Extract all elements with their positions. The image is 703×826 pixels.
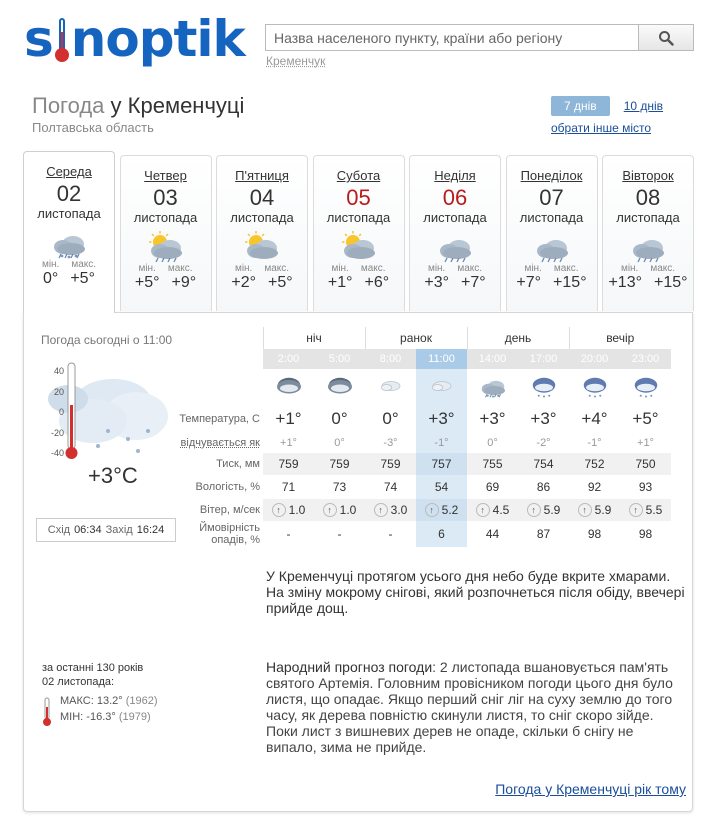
min-max-temps — [603, 274, 693, 292]
wind-cell — [416, 499, 467, 521]
cloud-rain-icon — [628, 231, 668, 263]
min-label: мін. — [524, 263, 542, 274]
feels-like-row — [176, 433, 671, 453]
scale-tick: 20 — [53, 386, 64, 397]
forecast-panel — [23, 312, 693, 812]
day-name: Четвер — [144, 168, 187, 183]
humidity-cell: 93 — [638, 480, 653, 494]
history-heading — [42, 661, 143, 689]
time-label — [176, 349, 263, 369]
min-max-labels — [24, 259, 114, 270]
pressure-cell: 759 — [314, 453, 365, 475]
scale-tick: 40 — [53, 366, 64, 376]
cloud-snow-icon — [518, 369, 569, 405]
sunrise-label: Схід — [47, 524, 71, 536]
scale-tick: -40 — [50, 448, 64, 458]
current-temperature: +3°C — [88, 463, 138, 488]
folk-text: : 2 листопада вшановується пам'ять святого Артемія. Головним провісником погоди цього дня було листя, що опадає. Якщо перший сніг ліг на суху землю до того часу, як дерева повністю скинули листя, то сніг скоро зійде. Поки лист з вишневих дерев не опаде, скільки б снігу не випало, зима не прийде. — [266, 659, 673, 755]
day-month: листопада — [230, 210, 294, 225]
folk-forecast — [266, 659, 686, 755]
toggle-10-days[interactable]: 10 днів — [623, 99, 664, 113]
time-row — [176, 349, 671, 369]
precipitation-cell: - — [286, 527, 291, 541]
min-max-temps — [121, 274, 211, 292]
temperature-cell: +3° — [416, 405, 467, 433]
min-label: мін. — [620, 263, 639, 274]
days-toggle — [551, 96, 663, 116]
day-number: 06 — [442, 185, 468, 210]
pressure-cell: 754 — [518, 453, 569, 475]
title-city: у Кременчуці — [110, 93, 245, 118]
pressure-cell: 757 — [416, 453, 467, 475]
precipitation-cell: 6 — [416, 521, 467, 547]
wind-direction-icon: ↑ — [374, 503, 388, 517]
day-number: 03 — [153, 185, 178, 210]
day-tab-07[interactable] — [506, 155, 598, 311]
wind-label: Вітер, м/сек — [199, 504, 260, 516]
logo-text-rest: noptik — [70, 10, 245, 68]
min-max-labels — [314, 263, 404, 274]
min-label: мін. — [234, 263, 253, 274]
wind-direction-icon: ↑ — [476, 503, 490, 517]
wind-cell — [263, 499, 314, 521]
wind-speed: 5.9 — [543, 502, 561, 517]
max-label: макс. — [167, 263, 193, 274]
feels-like-cell: -1° — [587, 437, 602, 449]
day-description: У Кременчуці протягом усього дня небо буде вкрите хмарами. На зміну мокрому снігові, який розпочнеться після обіду, ввечері прийде дощ. — [266, 568, 685, 616]
max-temp: +9° — [171, 274, 197, 291]
wind-direction-icon: ↑ — [629, 503, 643, 517]
search-hint-link[interactable]: Кременчук — [266, 54, 326, 68]
time-cell: 2:00 — [263, 349, 314, 369]
wind-speed: 3.0 — [390, 502, 408, 517]
day-tab-04[interactable] — [216, 155, 308, 311]
day-tabs — [23, 151, 693, 313]
period-spacer — [176, 327, 263, 349]
max-temp: +15° — [654, 274, 688, 291]
cloud-night-icon — [263, 369, 314, 405]
temperature-cell: 0° — [331, 409, 348, 428]
day-tab-06[interactable] — [409, 155, 501, 311]
sunrise-sunset — [36, 518, 176, 542]
time-cell: 14:00 — [467, 349, 518, 369]
logo-thermometer-icon — [54, 14, 70, 64]
feels-like-cell: -1° — [416, 433, 467, 453]
now-label: Погода сьогодні о 11:00 — [41, 333, 173, 347]
max-label: макс. — [264, 263, 290, 274]
search-icon — [658, 30, 674, 46]
history-line1: за останні 130 років — [42, 662, 144, 674]
temperature-cell: 0° — [382, 409, 399, 428]
day-tab-05[interactable] — [313, 155, 405, 311]
min-temp: +1° — [327, 274, 353, 291]
temperature-cell: +4° — [581, 409, 608, 428]
day-tab-08[interactable] — [602, 155, 694, 311]
sun-cloud-icon — [242, 231, 282, 263]
min-temp: +5° — [134, 274, 160, 291]
time-cell: 17:00 — [518, 349, 569, 369]
feels-like-cell: +1° — [637, 437, 654, 449]
region-name: Полтавська область — [32, 120, 154, 135]
search-bar — [265, 24, 694, 51]
precipitation-cell: 87 — [536, 527, 551, 541]
min-max-labels — [507, 263, 597, 274]
day-month: листопада — [133, 210, 198, 225]
history-min-value: -16.3° — [86, 711, 116, 723]
day-tab-02[interactable] — [23, 151, 115, 313]
cloud-snow-icon — [569, 369, 620, 405]
period-3: вечір — [569, 327, 671, 349]
max-label: макс. — [650, 263, 676, 274]
day-month: листопада — [616, 210, 680, 225]
temperature-cell: +5° — [632, 409, 659, 428]
page-title — [32, 93, 244, 119]
wind-speed: 4.5 — [492, 502, 510, 517]
max-temp: +5° — [268, 274, 293, 291]
wind-row — [176, 499, 671, 521]
temperature-cell: +3° — [530, 409, 557, 428]
min-temp: +2° — [231, 274, 256, 291]
history-max-value: 13.2° — [96, 695, 123, 707]
min-temp: 0° — [43, 270, 59, 287]
min-max-temps — [410, 274, 500, 292]
cloud-snow-icon — [620, 369, 671, 405]
max-temp: +7° — [461, 274, 486, 291]
temperature-cell: +1° — [275, 409, 302, 428]
min-max-temps — [24, 270, 114, 288]
day-number: 04 — [249, 185, 275, 210]
temperature-label: Температура, С — [179, 413, 260, 425]
feels-like-label[interactable]: відчувається як — [180, 437, 260, 449]
sunset-label: Захід — [105, 524, 133, 536]
last-year-link[interactable]: Погода у Кременчуці рік тому — [495, 781, 686, 797]
pressure-row — [176, 453, 671, 475]
wind-speed: 5.9 — [594, 502, 612, 517]
day-number: 02 — [56, 181, 82, 206]
wind-direction-icon: ↑ — [578, 503, 592, 517]
humidity-label: Вологість, % — [195, 481, 260, 493]
wind-direction-icon: ↑ — [527, 503, 541, 517]
feels-like-cell: +1° — [280, 437, 297, 449]
precipitation-cell: 98 — [587, 527, 602, 541]
humidity-cell: 73 — [332, 480, 347, 494]
temperature-cell: +3° — [479, 409, 506, 428]
min-max-labels — [603, 263, 693, 274]
max-temp: +5° — [70, 270, 95, 287]
min-max-labels — [121, 263, 211, 274]
wind-speed: 5.5 — [645, 502, 663, 517]
history-min-label: МІН: — [60, 711, 84, 723]
wind-direction-icon: ↑ — [272, 503, 286, 517]
history-max-year: (1962) — [125, 695, 158, 707]
pressure-cell: 759 — [365, 453, 416, 475]
max-temp: +15° — [553, 274, 587, 291]
wind-speed: 5.2 — [441, 502, 459, 517]
logo-text-s: s — [24, 10, 53, 68]
hourly-table — [176, 327, 671, 547]
pressure-cell: 759 — [263, 453, 314, 475]
day-name: Понеділок — [520, 168, 583, 183]
wind-direction-icon: ↑ — [323, 503, 337, 517]
pressure-cell: 752 — [569, 453, 620, 475]
max-label: макс. — [553, 263, 579, 274]
search-button[interactable] — [638, 25, 693, 50]
day-month: листопада — [423, 210, 487, 225]
day-name: Вівторок — [622, 168, 674, 183]
sinoptik-logo[interactable] — [24, 8, 245, 70]
search-input[interactable] — [266, 25, 638, 50]
time-cell: 5:00 — [314, 349, 365, 369]
icon-label — [176, 369, 263, 405]
other-city-link[interactable]: обрати інше місто — [551, 121, 652, 135]
wind-cell — [467, 499, 518, 521]
period-1: ранок — [365, 327, 467, 349]
min-label: мін. — [331, 263, 349, 274]
cloud-icon — [416, 369, 467, 405]
scale-tick: 0 — [58, 407, 64, 417]
cloud-rain-snow-icon — [49, 227, 89, 259]
time-cell: 20:00 — [569, 349, 620, 369]
day-name: Субота — [336, 168, 381, 183]
wind-cell — [365, 499, 416, 521]
cloud-night-icon — [314, 369, 365, 405]
max-label: макс. — [360, 263, 386, 274]
day-name: П'ятниця — [235, 168, 289, 183]
max-temp: +6° — [364, 274, 390, 291]
scale-tick: -20 — [50, 427, 64, 438]
min-max-temps — [507, 274, 597, 292]
humidity-cell: 71 — [281, 480, 296, 494]
max-label: макс. — [71, 259, 97, 270]
history-records — [44, 693, 158, 725]
sunrise-time: 06:34 — [74, 524, 102, 536]
min-max-temps — [217, 274, 307, 292]
precipitation-cell: 98 — [638, 527, 653, 541]
min-temp: +7° — [516, 274, 542, 291]
day-month: листопада — [326, 210, 391, 225]
humidity-row — [176, 475, 671, 499]
thermometer-scale — [50, 361, 64, 464]
day-number: 08 — [635, 185, 661, 210]
sun-cloud-rain-icon — [146, 231, 186, 263]
humidity-cell: 74 — [383, 480, 398, 494]
feels-like-cell: 0° — [334, 437, 345, 449]
day-number: 07 — [539, 185, 564, 210]
day-name: Неділя — [434, 168, 476, 183]
humidity-cell: 92 — [587, 480, 602, 494]
wind-speed: 1.0 — [288, 502, 306, 517]
min-label: мін. — [41, 259, 60, 270]
humidity-cell: 54 — [416, 475, 467, 499]
period-row — [176, 327, 671, 349]
precipitation-cell: - — [337, 527, 342, 541]
toggle-7-days[interactable]: 7 днів — [551, 96, 610, 116]
icon-row — [176, 369, 671, 405]
day-number: 05 — [346, 185, 371, 210]
history-max — [60, 693, 158, 709]
cloud-snow-icon — [48, 379, 168, 453]
history-min — [60, 709, 158, 725]
folk-label: Народний прогноз погоди — [266, 659, 433, 675]
feels-like-cell: -3° — [383, 437, 398, 449]
wind-cell — [314, 499, 365, 521]
pressure-cell: 755 — [467, 453, 518, 475]
day-tab-03[interactable] — [120, 155, 212, 311]
cloud-icon — [365, 369, 416, 405]
humidity-cell: 69 — [485, 480, 500, 494]
feels-like-cell: 0° — [487, 437, 498, 449]
min-label: мін. — [427, 263, 446, 274]
day-name: Середа — [46, 164, 92, 179]
precipitation-cell: 44 — [485, 527, 500, 541]
history-line2: 02 листопада: — [42, 676, 115, 688]
min-max-labels — [217, 263, 307, 274]
wind-cell — [620, 499, 671, 521]
pressure-label: Тиск, мм — [216, 458, 260, 470]
time-cell: 23:00 — [620, 349, 671, 369]
feels-like-cell: -2° — [536, 437, 551, 449]
humidity-cell: 86 — [536, 480, 551, 494]
wind-cell — [518, 499, 569, 521]
temperature-row — [176, 405, 671, 433]
day-month: листопада — [37, 206, 101, 221]
title-prefix: Погода — [32, 93, 105, 118]
max-label: макс. — [457, 263, 483, 274]
wind-cell — [569, 499, 620, 521]
wind-direction-icon: ↑ — [425, 503, 439, 517]
cloud-rain-snow-icon — [467, 369, 518, 405]
cloud-rain-icon — [532, 231, 572, 263]
precipitation-cell: - — [388, 527, 393, 541]
sun-cloud-icon — [339, 231, 379, 263]
time-cell: 8:00 — [365, 349, 416, 369]
day-month: листопада — [519, 210, 584, 225]
min-temp: +13° — [608, 274, 642, 291]
period-0: ніч — [263, 327, 365, 349]
min-temp: +3° — [424, 274, 449, 291]
min-label: мін. — [138, 263, 156, 274]
precipitation-label: Ймовірність опадів, % — [199, 522, 260, 546]
period-2: день — [467, 327, 569, 349]
history-min-year: (1979) — [118, 711, 151, 723]
precipitation-row — [176, 521, 671, 547]
history-max-label: МАКС: — [60, 695, 94, 707]
pressure-cell: 750 — [620, 453, 671, 475]
min-max-temps — [314, 274, 404, 292]
wind-speed: 1.0 — [339, 502, 357, 517]
cloud-rain-icon — [435, 231, 475, 263]
sunset-time: 16:24 — [136, 524, 165, 536]
time-cell: 11:00 — [416, 349, 467, 369]
min-max-labels — [410, 263, 500, 274]
